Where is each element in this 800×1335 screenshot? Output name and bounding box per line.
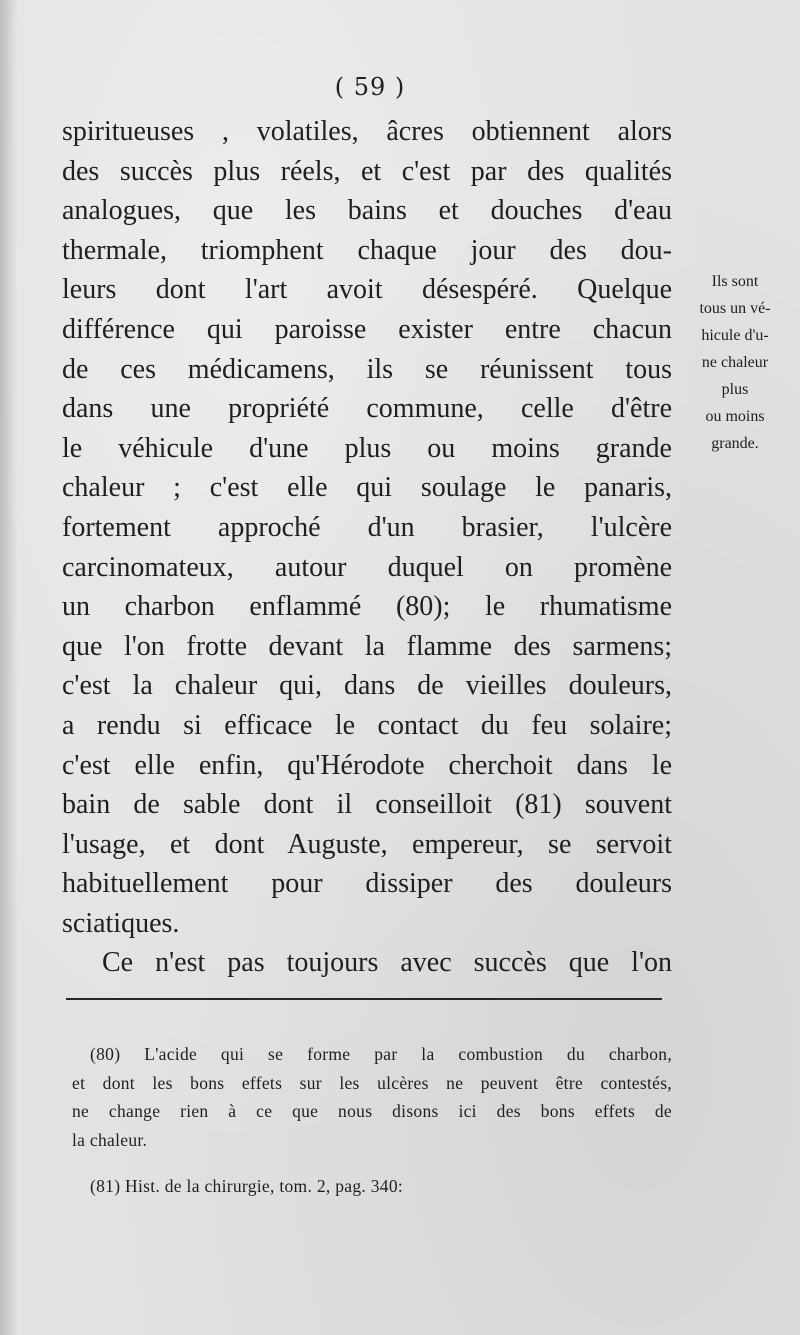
- text-line: a rendu si efficace le contact du feu solaire;: [62, 709, 672, 741]
- footnote-80-line: la chaleur.: [72, 1129, 148, 1150]
- margin-note: [678, 268, 792, 457]
- text-line: l'usage, et dont Auguste, empereur, se servoit: [62, 828, 672, 860]
- margin-note-line: hicule d'u-: [701, 327, 769, 344]
- text-line: le véhicule d'une plus ou moins grande: [62, 432, 672, 464]
- text-line: chaleur ; c'est elle qui soulage le panaris,: [62, 472, 672, 504]
- page-gutter-shadow: [0, 0, 18, 1335]
- text-line: spiritueuses , volatiles, âcres obtiennent alors: [62, 116, 672, 147]
- text-line: carcinomateux, autour duquel on promène: [62, 551, 672, 583]
- text-line: différence qui paroisse exister entre chacun: [62, 313, 672, 345]
- footnotes: [72, 1040, 672, 1201]
- text-line: des succès plus réels, et c'est par des qualités: [62, 155, 672, 187]
- margin-note-line: Ils sont: [711, 273, 759, 290]
- text-line: sciatiques.: [62, 907, 180, 939]
- margin-note-line: tous un vé-: [699, 300, 771, 317]
- text-line: un charbon enflammé (80); le rhumatisme: [62, 591, 672, 623]
- text-line: analogues, que les bains et douches d'eau: [62, 195, 672, 227]
- text-line: de ces médicamens, ils se réunissent tous: [62, 353, 672, 385]
- text-line: fortement approché d'un brasier, l'ulcère: [62, 511, 672, 543]
- text-line: habituellement pour dissiper des douleurs: [62, 868, 672, 900]
- text-line: dans une propriété commune, celle d'être: [62, 393, 672, 425]
- text-line: c'est la chaleur qui, dans de vieilles douleurs,: [62, 670, 672, 702]
- footnote-80-line: (80) L'acide qui se forme par la combustion du charbon,: [90, 1044, 672, 1064]
- text-line: c'est elle enfin, qu'Hérodote cherchoit dans le: [62, 749, 672, 781]
- page-number-header: ( 59 ): [334, 73, 406, 101]
- footnote-80-line: ne change rien à ce que nous disons ici des bons effets de: [72, 1101, 672, 1121]
- footnote-81: (81) Hist. de la chirurgie, tom. 2, pag. 340:: [90, 1176, 404, 1196]
- text-line: thermale, triomphent chaque jour des dou-: [62, 234, 672, 266]
- main-text: [62, 112, 672, 983]
- margin-note-line: plus: [721, 381, 749, 398]
- text-line: Ce n'est pas toujours avec succès que l'on: [102, 947, 672, 979]
- margin-note-line: ne chaleur: [701, 354, 769, 371]
- margin-note-line: grande.: [711, 435, 759, 452]
- text-line: leurs dont l'art avoit désespéré. Quelque: [62, 274, 672, 306]
- margin-note-line: ou moins: [705, 408, 765, 425]
- footnote-80-line: et dont les bons effets sur les ulcères ne peuvent être contestés,: [72, 1072, 672, 1093]
- text-line: bain de sable dont il conseilloit (81) souvent: [62, 789, 672, 821]
- footnote-separator: [66, 998, 662, 1000]
- text-line: que l'on frotte devant la flamme des sarmens;: [62, 630, 672, 662]
